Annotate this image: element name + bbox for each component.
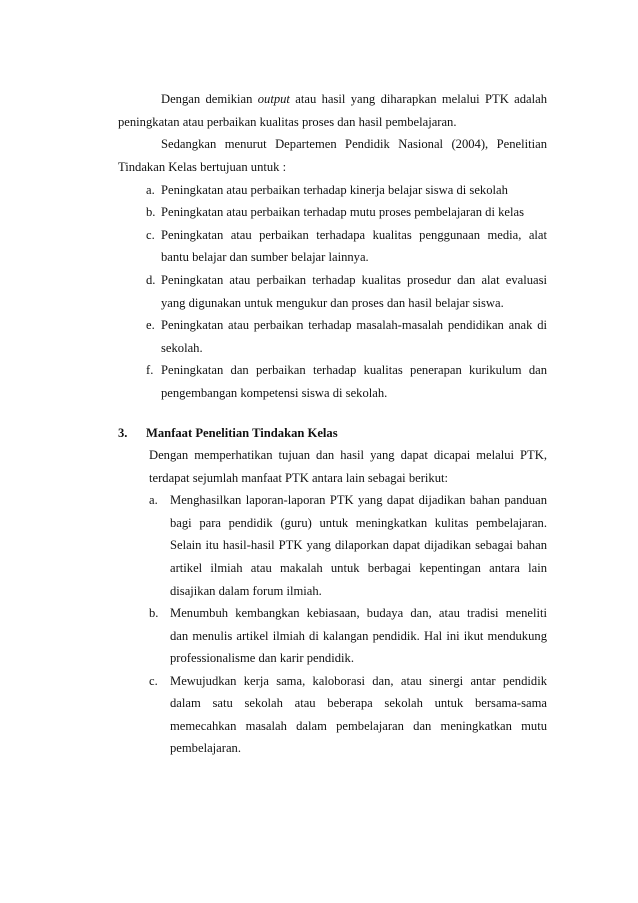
section-title: Manfaat Penelitian Tindakan Kelas bbox=[146, 426, 338, 440]
goal-line: Peningkatan atau perbaikan terhadap kualitas prosedur dan alat evaluasi bbox=[161, 273, 547, 287]
benefit-line: dalam satu sekolah atau beberapa sekolah untuk bersama-sama bbox=[170, 696, 547, 710]
goal-line: yang digunakan untuk mengukur dan proses dan hasil belajar siswa. bbox=[161, 296, 504, 310]
goal-line: sekolah. bbox=[161, 341, 203, 355]
goal-label: c. bbox=[146, 228, 155, 242]
benefit-line: dan menulis artikel ilmiah di kalangan pendidik. Hal ini ikut mendukung bbox=[170, 629, 547, 643]
goal-line: Peningkatan atau perbaikan terhadap masalah-masalah pendidikan anak di bbox=[161, 318, 547, 332]
benefit-line: artikel ilmiah atau makalah untuk berbagai kepentingan antara lain bbox=[170, 561, 547, 575]
section-intro-line: Dengan memperhatikan tujuan dan hasil yang dapat dicapai melalui PTK, bbox=[149, 448, 547, 462]
benefit-label: a. bbox=[149, 493, 158, 507]
goal-line: Peningkatan atau perbaikan terhadap mutu proses pembelajaran di kelas bbox=[161, 205, 524, 219]
benefit-line: Menumbuh kembangkan kebiasaan, budaya dan, atau tradisi meneliti bbox=[170, 606, 547, 620]
benefit-line: disajikan dalam forum ilmiah. bbox=[170, 584, 322, 598]
benefit-line: Selain itu hasil-hasil PTK yang dilaporkan dapat dijadikan sebagai bahan bbox=[170, 538, 547, 552]
benefit-line: pembelajaran. bbox=[170, 741, 241, 755]
goal-line: Peningkatan atau perbaikan terhadap kinerja belajar siswa di sekolah bbox=[161, 183, 508, 197]
goal-label: b. bbox=[146, 205, 156, 219]
section-intro-line: terdapat sejumlah manfaat PTK antara lain sebagai berikut: bbox=[149, 471, 448, 485]
benefit-label: b. bbox=[149, 606, 159, 620]
intro-p1-line2: peningkatan atau perbaikan kualitas proses dan hasil pembelajaran. bbox=[118, 115, 457, 129]
benefit-line: professionalisme dan karir pendidik. bbox=[170, 651, 354, 665]
benefit-line: Mewujudkan kerja sama, kaloborasi dan, atau sinergi antar pendidik bbox=[170, 674, 547, 688]
benefit-line: Menghasilkan laporan-laporan PTK yang dapat dijadikan bahan panduan bbox=[170, 493, 547, 507]
intro-p2-line1: Sedangkan menurut Departemen Pendidik Nasional (2004), Penelitian bbox=[161, 137, 547, 151]
goal-label: f. bbox=[146, 363, 154, 377]
goal-label: a. bbox=[146, 183, 155, 197]
intro-p1-line1: Dengan demikian output atau hasil yang diharapkan melalui PTK adalah bbox=[161, 92, 547, 106]
goal-line: Peningkatan atau perbaikan terhadapa kualitas penggunaan media, alat bbox=[161, 228, 547, 242]
goal-line: bantu belajar dan sumber belajar lainnya. bbox=[161, 250, 369, 264]
benefit-line: bagi para pendidik (guru) untuk meningkatkan kulitas pembelajaran. bbox=[170, 516, 547, 530]
section-number: 3. bbox=[118, 426, 128, 440]
benefit-label: c. bbox=[149, 674, 158, 688]
intro-p1-emphasis: output bbox=[257, 92, 290, 106]
benefit-line: memecahkan masalah dalam pembelajaran dan meningkatkan mutu bbox=[170, 719, 547, 733]
goal-line: pengembangan kompetensi siswa di sekolah. bbox=[161, 386, 388, 400]
goal-label: e. bbox=[146, 318, 155, 332]
goal-line: Peningkatan dan perbaikan terhadap kualitas penerapan kurikulum dan bbox=[161, 363, 547, 377]
goal-label: d. bbox=[146, 273, 156, 287]
intro-p2-line2: Tindakan Kelas bertujuan untuk : bbox=[118, 160, 287, 174]
